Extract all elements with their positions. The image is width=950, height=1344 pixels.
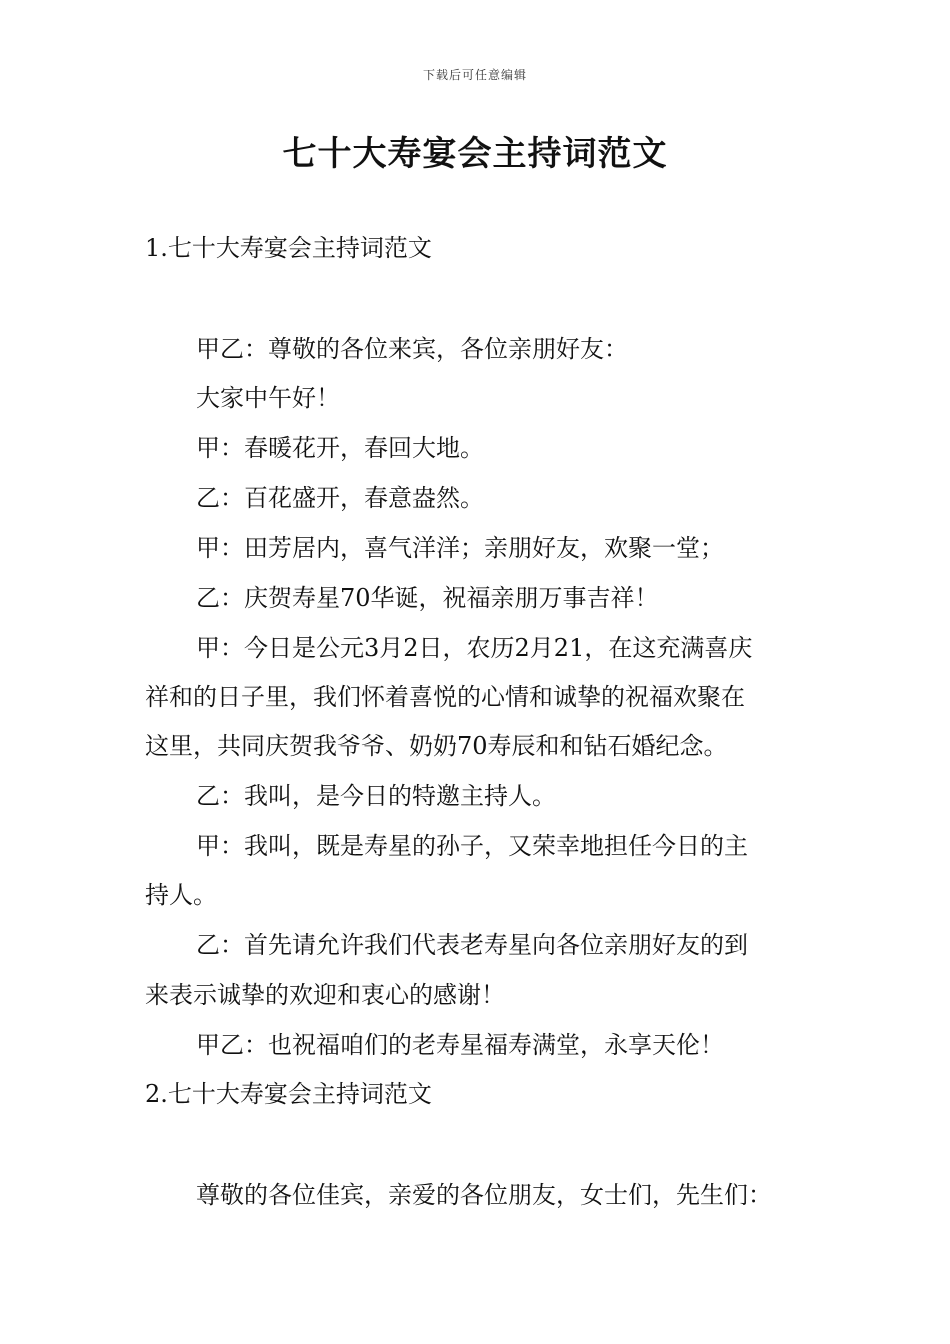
paragraph-line: 甲乙：尊敬的各位来宾，各位亲朋好友：	[196, 335, 628, 363]
paragraph-line: 乙：百花盛开，春意盎然。	[196, 484, 484, 512]
paragraph-line: 持人。	[145, 881, 217, 909]
document-title: 七十大寿宴会主持词范文	[282, 134, 668, 174]
paragraph-line: 甲：今日是公元3月2日，农历2月21，在这充满喜庆	[196, 634, 753, 662]
paragraph-line: 乙：首先请允许我们代表老寿星向各位亲朋好友的到	[196, 931, 748, 959]
paragraph-line: 乙：我叫，是今日的特邀主持人。	[196, 782, 556, 810]
paragraph-line: 这里，共同庆贺我爷爷、奶奶70寿辰和和钻石婚纪念。	[145, 732, 728, 760]
paragraph-line: 祥和的日子里，我们怀着喜悦的心情和诚挚的祝福欢聚在	[145, 683, 745, 711]
paragraph-line: 甲：我叫，既是寿星的孙子，又荣幸地担任今日的主	[196, 832, 748, 860]
paragraph-line: 乙：庆贺寿星70华诞，祝福亲朋万事吉祥！	[196, 584, 659, 612]
paragraph-line: 大家中午好！	[196, 384, 340, 412]
paragraph-line: 甲：田芳居内，喜气洋洋；亲朋好友，欢聚一堂；	[196, 534, 724, 562]
paragraph-line: 甲乙：也祝福咱们的老寿星福寿满堂，永享天伦！	[196, 1031, 724, 1059]
paragraph-line: 来表示诚挚的欢迎和衷心的感谢！	[145, 981, 505, 1009]
section-1-heading: 1.七十大寿宴会主持词范文	[145, 234, 432, 262]
paragraph-line: 甲：春暖花开，春回大地。	[196, 434, 484, 462]
header-note: 下载后可任意编辑	[422, 68, 527, 82]
paragraph-line: 尊敬的各位佳宾，亲爱的各位朋友，女士们，先生们：	[196, 1181, 772, 1209]
section-2-heading: 2.七十大寿宴会主持词范文	[145, 1080, 432, 1108]
